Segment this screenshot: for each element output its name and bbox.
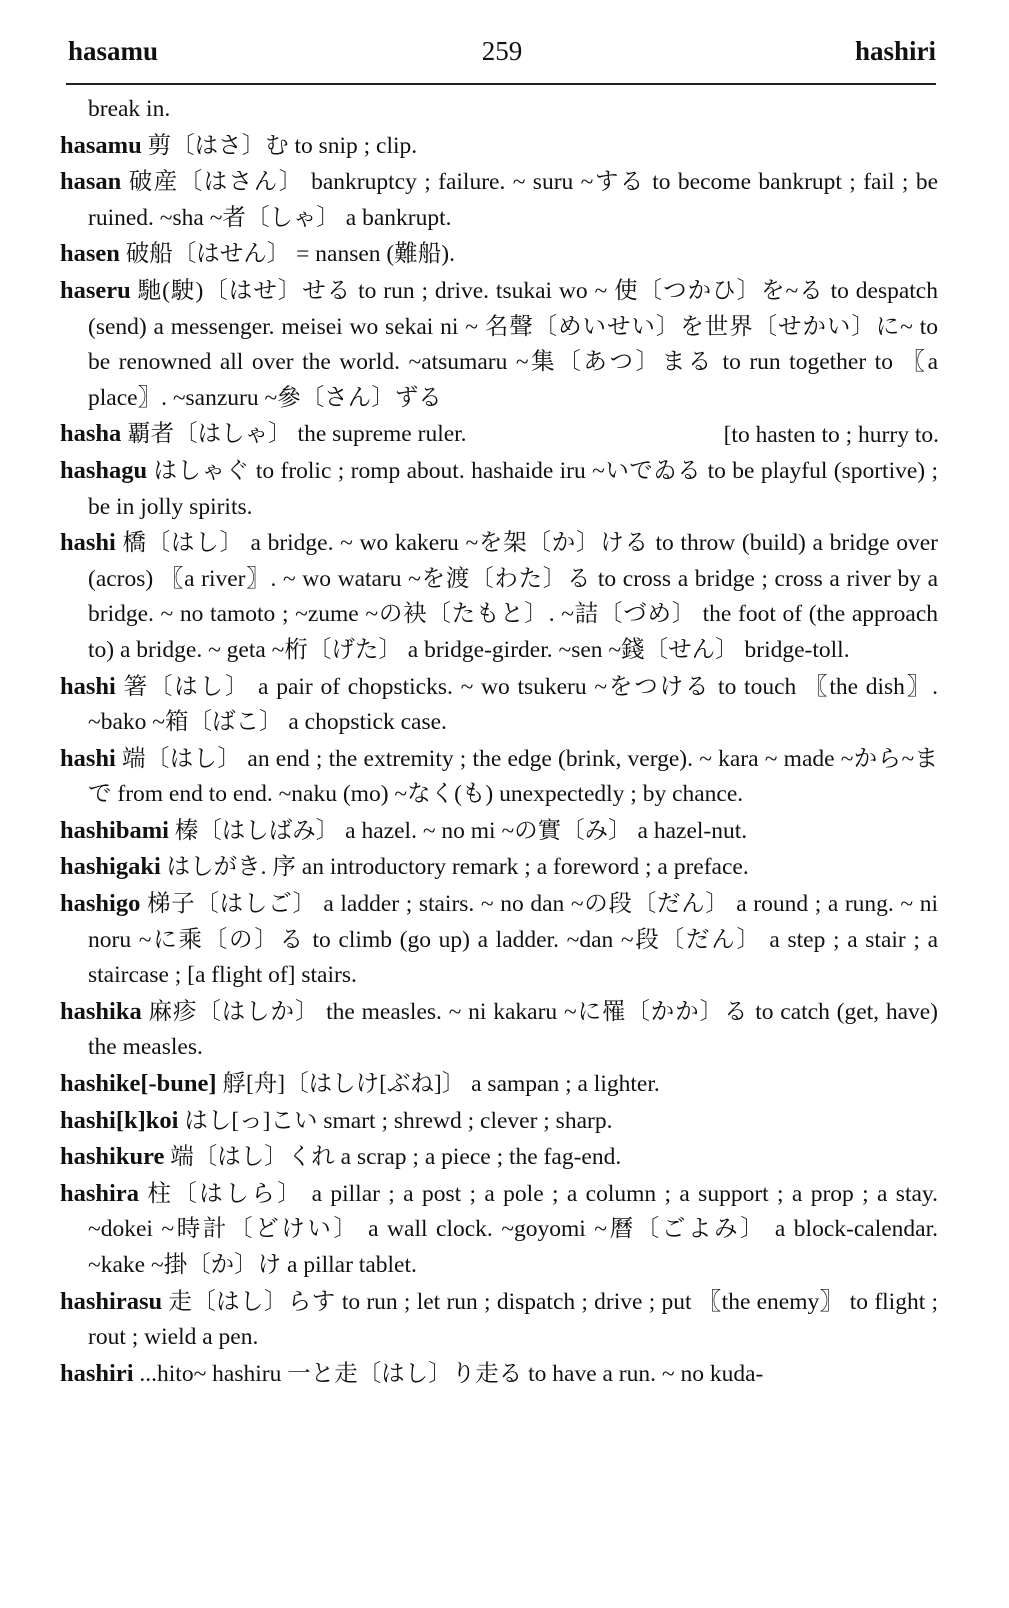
dictionary-entry — [60, 164, 938, 236]
entry-definition: 馳(駛)〔はせ〕せる to run ; drive. tsukai wo ~ 使〔つかひ〕を~る to despatch (send) a messenger. meisei wo sekai ni ~ 名聲〔めいせい〕を世界〔せかい〕に~ to be renowned all over the world. ~atsumaru ~集〔あつ〕まる to run together to 〖a place〗. ~sanzuru ~參〔さん〕ずる — [88, 277, 938, 411]
entry-definition: 梯子〔はしご〕 a ladder ; stairs. ~ no dan ~の段〔だん〕 a round ; a rung. ~ ni noru ~に乘〔の〕る to climb (go up) a ladder. ~dan ~段〔だん〕 a step ; a stair ; a staircase ; [a flight of] stairs. — [88, 891, 938, 989]
continuation-line: break in. — [88, 96, 171, 122]
dictionary-entry — [60, 525, 938, 668]
dictionary-entry — [60, 1103, 938, 1140]
entry-headword: hashirasu — [60, 1287, 163, 1315]
entry-definition: 麻疹〔はしか〕 the measles. ~ ni kakaru ~に罹〔かか〕る to catch (get, have) the measles. — [88, 998, 939, 1061]
page-number: 259 — [481, 36, 523, 66]
entry-definition: 端〔はし〕くれ a scrap ; a piece ; the fag-end. — [170, 1144, 622, 1171]
entry-definition: はしがき. 序 an introductory remark ; a foreword ; a preface. — [166, 854, 749, 881]
entry-definition: ...hito~ hashiru 一と走〔はし〕り走る to have a run. ~ no kuda- — [139, 1360, 764, 1387]
dictionary-entry — [60, 273, 938, 416]
dictionary-body — [60, 92, 938, 1392]
header-right-guide-word: hashiri — [854, 36, 936, 66]
entry-definition: 破産〔はさん〕 bankruptcy ; failure. ~ suru ~する to become bankrupt ; fail ; be ruined. ~sha ~者〔しゃ〕 a bankrupt. — [88, 169, 939, 231]
entry-definition: 柱〔はしら〕 a pillar ; a post ; a pole ; a column ; a support ; a prop ; a stay. ~dokei ~時計〔どけい〕 a wall clock. ~goyomi ~曆〔ごよみ〕 a block-calendar. ~kake ~掛〔か〕け a pillar tablet. — [88, 1180, 938, 1278]
entry-headword: hashira — [60, 1179, 139, 1207]
entry-headword: haseru — [60, 276, 131, 304]
dictionary-entry — [60, 886, 938, 994]
entry-headword: hashi — [60, 529, 116, 557]
entry-headword: hashi[k]koi — [60, 1106, 179, 1134]
dictionary-entry — [60, 453, 938, 525]
entry-list — [60, 128, 938, 1393]
entry-definition: 端〔はし〕 an end ; the extremity ; the edge (brink, verge). ~ kara ~ made ~から~まで from end to end. ~naku (mo) ~なく(も) unexpectedly ; by chance. — [88, 745, 938, 808]
dictionary-entry — [60, 236, 938, 273]
entry-headword: hashigaki — [60, 853, 161, 881]
entry-definition: 艀[舟]〔はしけ[ぶね]〕 a sampan ; a lighter. — [222, 1071, 660, 1098]
dictionary-entry — [60, 1176, 938, 1284]
entry-headword: hashi — [60, 744, 116, 772]
dictionary-entry — [60, 1139, 938, 1176]
entry-definition: 箸〔はし〕 a pair of chopsticks. ~ wo tsukeru ~をつける to touch 〖the dish〗. ~bako ~箱〔ばこ〕 a chopstick case. — [88, 673, 939, 736]
page-header — [68, 36, 936, 84]
entry-headword: hasamu — [60, 131, 142, 159]
entry-headword: hashika — [60, 997, 142, 1025]
header-rule — [66, 83, 936, 85]
dictionary-entry — [60, 128, 938, 165]
dictionary-entry — [60, 669, 938, 741]
entry-headword: hashike[-bune] — [60, 1070, 217, 1098]
entry-headword: hasha — [60, 420, 122, 448]
dictionary-entry — [60, 741, 938, 813]
entry-definition: 剪〔はさ〕む to snip ; clip. — [147, 132, 418, 159]
header-left-guide-word: hasamu — [68, 36, 159, 66]
dictionary-entry — [60, 813, 938, 850]
corner-note: [to hasten to ; hurry to. — [723, 422, 939, 448]
entry-headword: hashibami — [60, 816, 169, 844]
entry-definition: 覇者〔はしゃ〕 the supreme ruler. — [127, 421, 467, 448]
entry-headword: hashagu — [60, 456, 148, 484]
dictionary-entry — [60, 1066, 938, 1103]
entry-definition: 走〔はし〕らす to run ; let run ; dispatch ; drive ; put 〖the enemy〗 to flight ; rout ; wield a pen. — [88, 1288, 939, 1351]
dictionary-entry — [60, 849, 938, 886]
entry-headword: hashi — [60, 672, 116, 700]
dictionary-entry — [60, 1356, 938, 1393]
entry-definition: 榛〔はしばみ〕 a hazel. ~ no mi ~の實〔み〕 a hazel-nut. — [174, 817, 748, 844]
entry-definition: 破船〔はせん〕 = nansen (難船). — [125, 241, 455, 268]
dictionary-entry — [60, 1284, 938, 1356]
entry-headword: hashigo — [60, 890, 141, 918]
entry-definition: 橋〔はし〕 a bridge. ~ wo kakeru ~を架〔か〕ける to throw (build) a bridge over (acros) 〖a river〗. ~ wo wataru ~を渡〔わた〕る to cross a bridge ; cross a river by a bridge. ~ no tamoto ; ~zume ~の袂〔たもと〕. ~詰〔づめ〕 the foot of (the approach to) a bridge. ~ geta ~桁〔げた〕 a bridge-girder. ~sen ~錢〔せん〕 bridge-toll. — [88, 530, 939, 663]
dictionary-entry — [60, 994, 938, 1066]
entry-definition: はしゃぐ to frolic ; romp about. hashaide iru ~いでゐる to be playful (sportive) ; be in jolly spirits. — [88, 457, 939, 520]
entry-headword: hasan — [60, 168, 122, 196]
entry-definition: はし[っ]こい smart ; shrewd ; clever ; sharp. — [184, 1107, 613, 1134]
entry-headword: hashikure — [60, 1143, 165, 1171]
entry-headword: hasen — [60, 240, 120, 268]
entry-headword: hashiri — [60, 1359, 134, 1387]
